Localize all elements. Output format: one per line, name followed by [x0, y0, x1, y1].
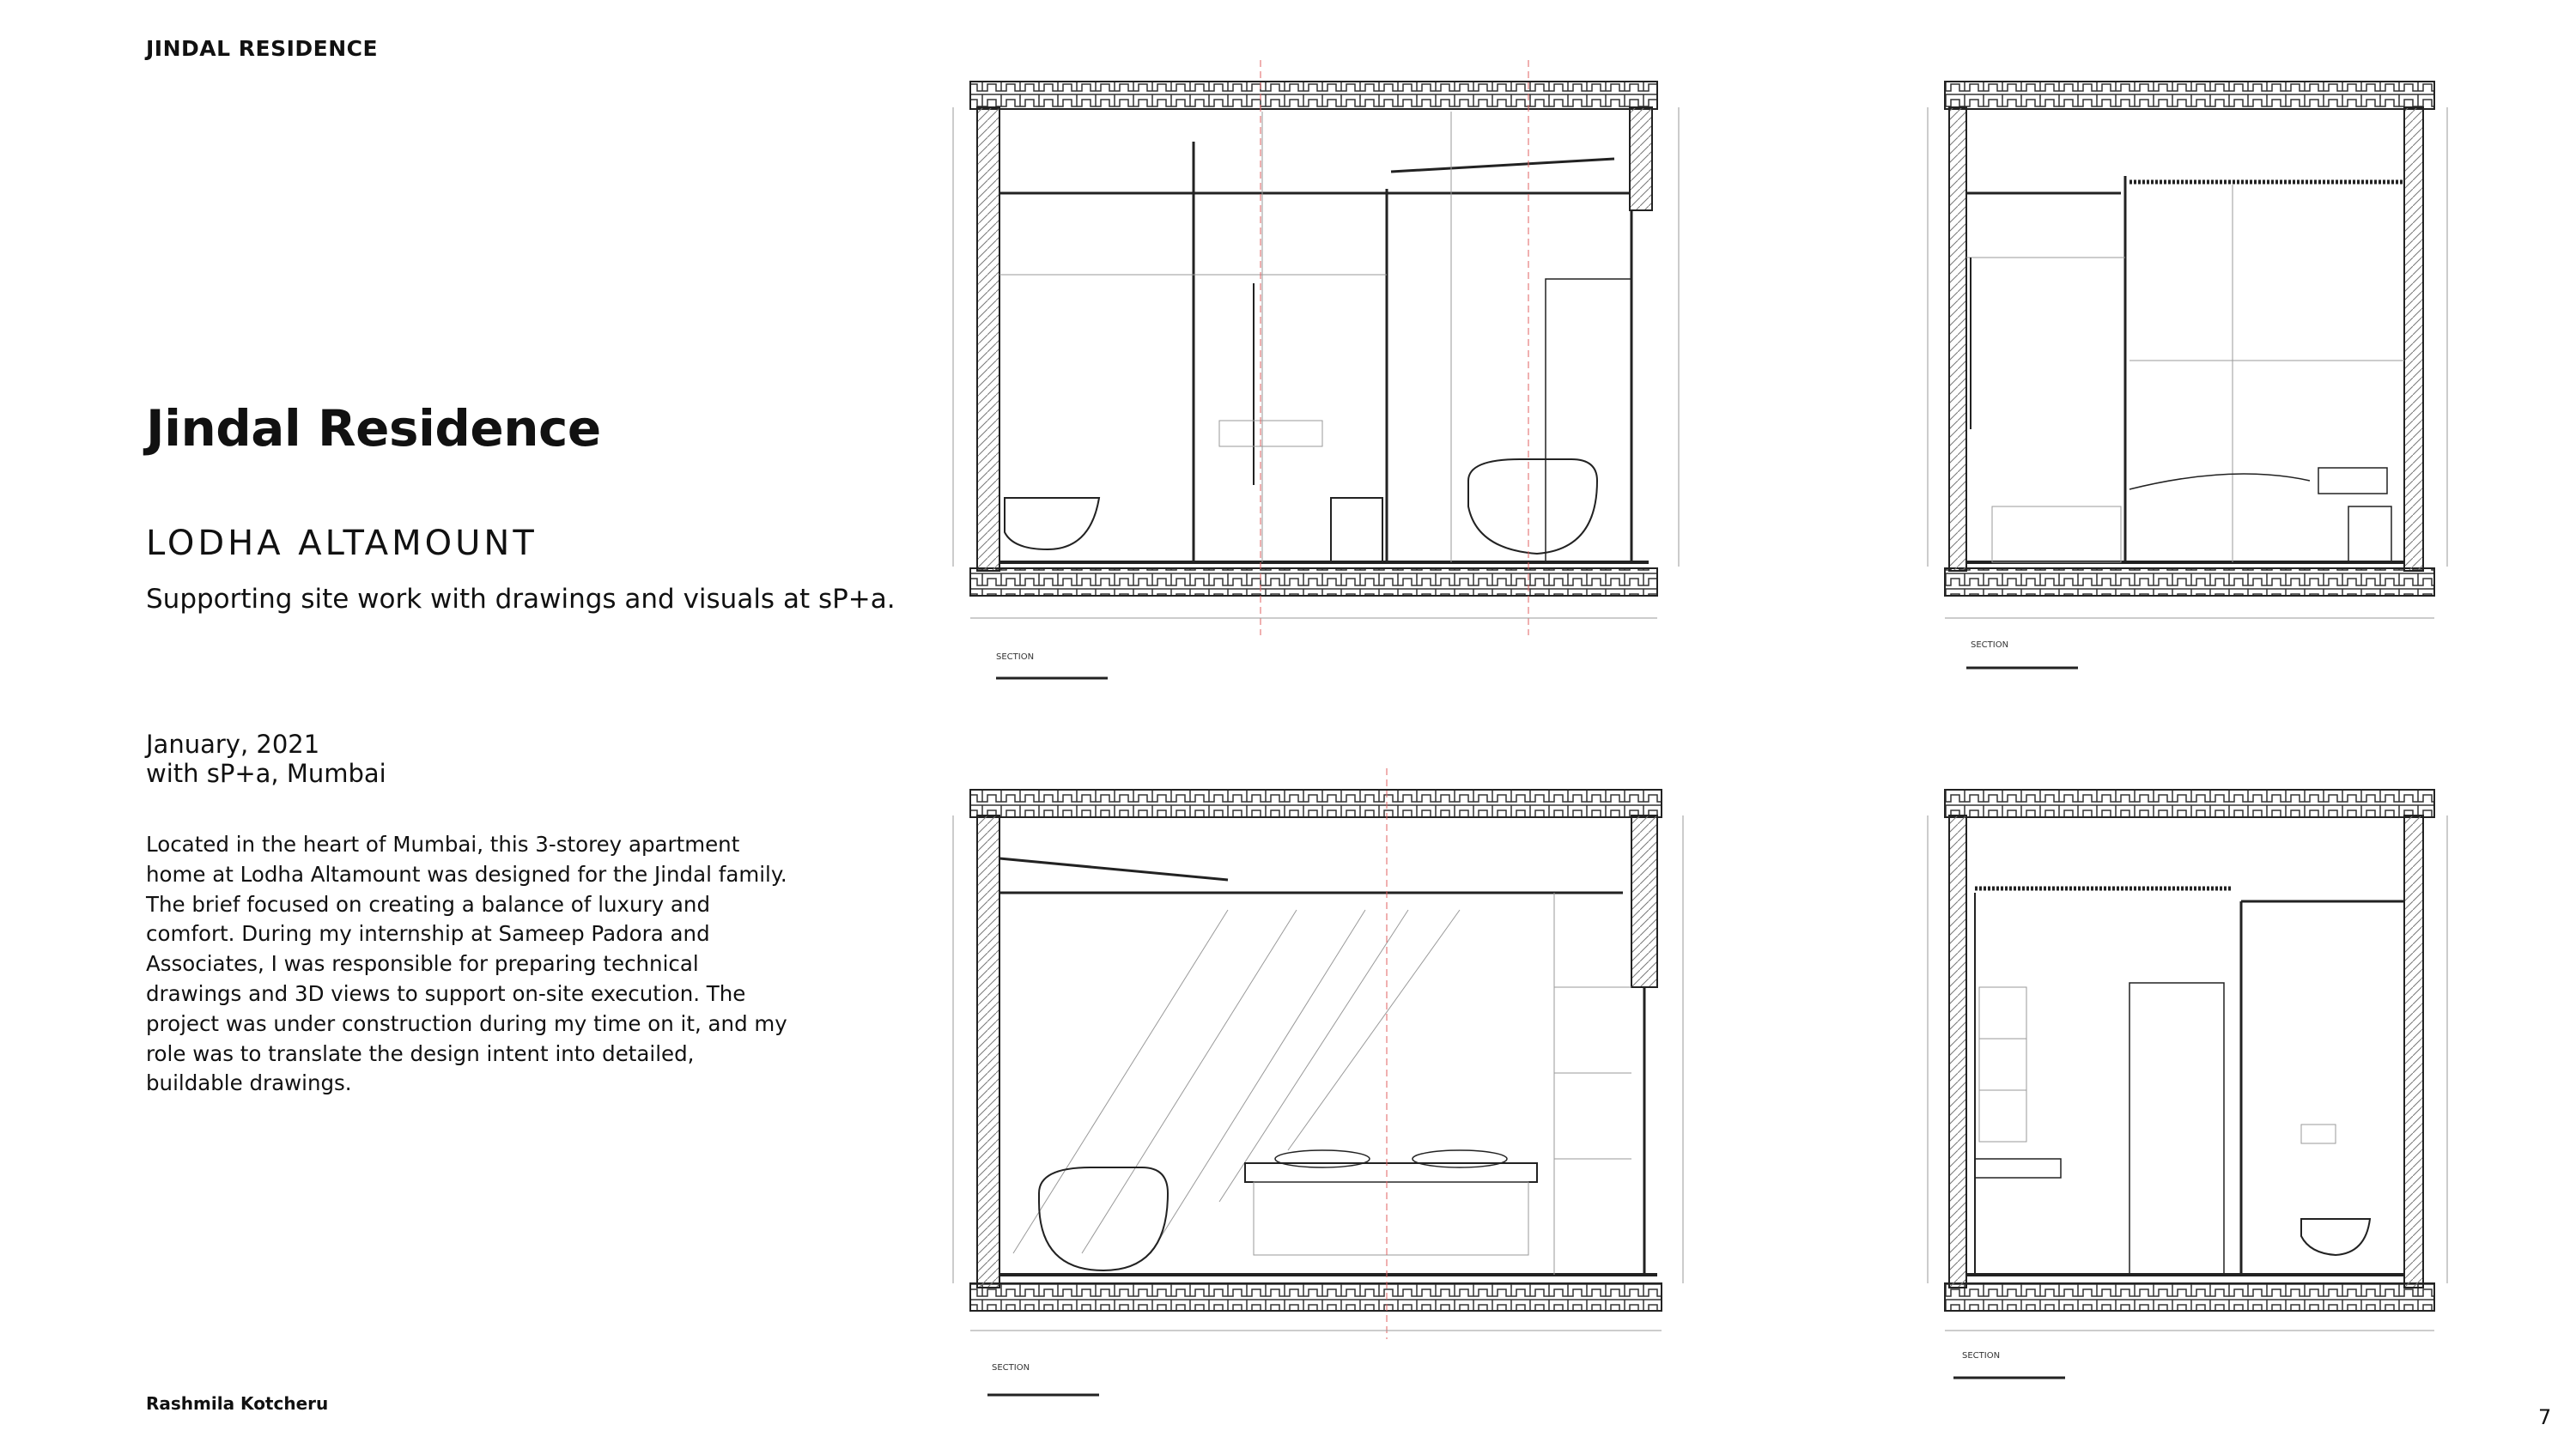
section-drawing-a	[953, 60, 1679, 678]
section-b-label: SECTION	[1971, 640, 2009, 650]
author-name: Rashmila Kotcheru	[146, 1393, 329, 1414]
project-studio: with sP+a, Mumbai	[146, 759, 386, 788]
section-d-label: SECTION	[1962, 1351, 2001, 1361]
page-number: 7	[2538, 1405, 2552, 1429]
section-drawing-c	[953, 768, 1683, 1395]
project-tagline: Supporting site work with drawings and visuals at sP+a.	[146, 584, 896, 615]
section-drawing-d	[1928, 790, 2447, 1378]
header-title: JINDAL RESIDENCE	[146, 36, 379, 61]
section-c-label: SECTION	[992, 1363, 1030, 1373]
project-description: Located in the heart of Mumbai, this 3-storey apartment home at Lodha Altamount was designed for the Jindal family. The brief focused on creating a balance of luxury and comfort. During my internship at Sameep Padora and Associates, I was responsible for preparing technical drawings and 3D views to support on-site execution. The project was under construction during my time on it, and my role was to translate the design intent into detailed, buildable drawings.	[146, 832, 787, 1096]
project-title: Jindal Residence	[146, 399, 601, 458]
section-a-label: SECTION	[996, 652, 1035, 662]
section-drawing-b	[1928, 82, 2447, 668]
project-date: January, 2021	[146, 730, 320, 759]
project-subtitle: LODHA ALTAMOUNT	[146, 524, 538, 563]
